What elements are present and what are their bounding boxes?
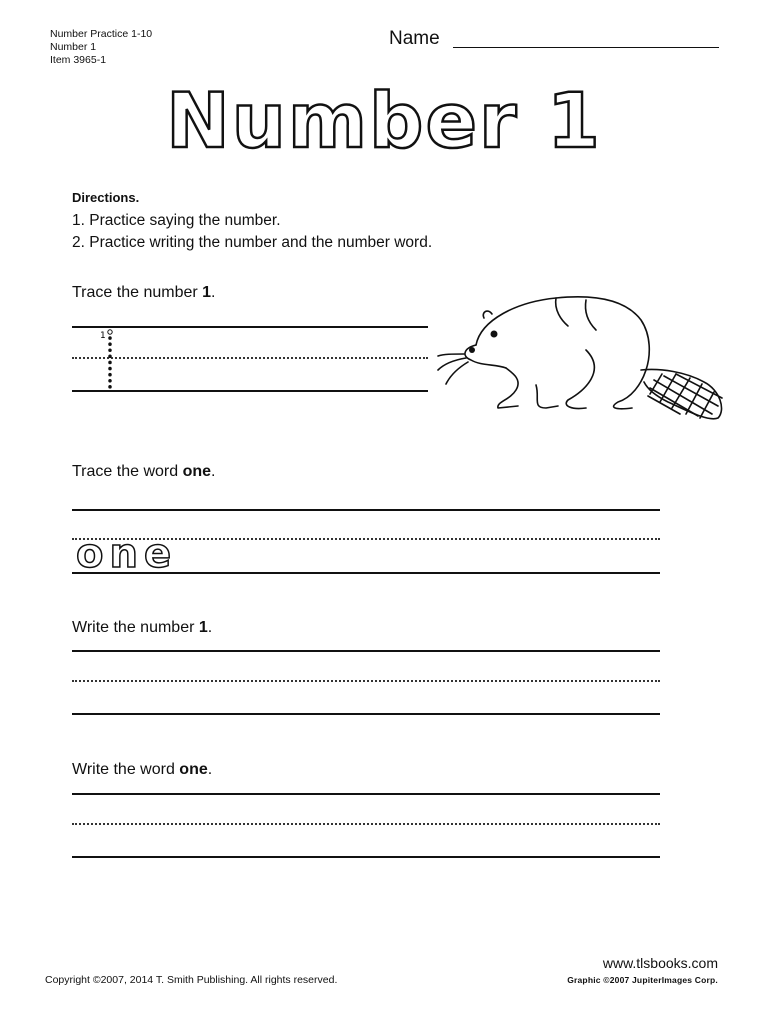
writing-line-mid <box>72 823 660 825</box>
meta-series: Number Practice 1-10 <box>50 28 153 40</box>
direction-item-2: 2. Practice writing the number and the number word. <box>72 234 433 251</box>
traced-digit-one <box>100 326 120 392</box>
name-field <box>389 28 719 54</box>
write-word-label: Write the word one. <box>72 761 213 778</box>
direction-item-1: 1. Practice saying the number. <box>72 212 281 229</box>
title-text: Number 1 <box>166 76 602 165</box>
directions <box>72 190 432 254</box>
name-line <box>453 47 719 48</box>
writing-line-bottom <box>72 856 660 858</box>
writing-line-top <box>72 793 660 795</box>
writing-line-bottom <box>72 390 428 392</box>
trace-word-label: Trace the word one. <box>72 463 216 480</box>
writing-line-top <box>72 326 428 328</box>
worksheet-meta <box>50 28 152 67</box>
writing-line-mid <box>72 357 428 359</box>
copyright-text: Copyright ©2007, 2014 T. Smith Publishing. All rights reserved. <box>45 974 338 986</box>
name-label: Name <box>389 28 440 49</box>
writing-line-bottom <box>72 713 660 715</box>
beaver-illustration <box>436 290 726 425</box>
page-title <box>0 76 768 165</box>
writing-line-top <box>72 650 660 652</box>
writing-line-top <box>72 509 660 511</box>
writing-line-mid <box>72 680 660 682</box>
directions-heading: Directions. <box>72 190 140 205</box>
stroke-order-number: 1 <box>100 331 106 341</box>
website-link[interactable]: www.tlsbooks.com <box>602 955 718 971</box>
meta-number: Number 1 <box>50 41 97 53</box>
traced-word-one: one <box>76 531 178 577</box>
trace-number-label: Trace the number 1. <box>72 284 216 301</box>
graphic-credit: Graphic ©2007 JupiterImages Corp. <box>567 975 718 985</box>
write-number-label: Write the number 1. <box>72 619 213 636</box>
meta-item: Item 3965-1 <box>50 54 107 66</box>
